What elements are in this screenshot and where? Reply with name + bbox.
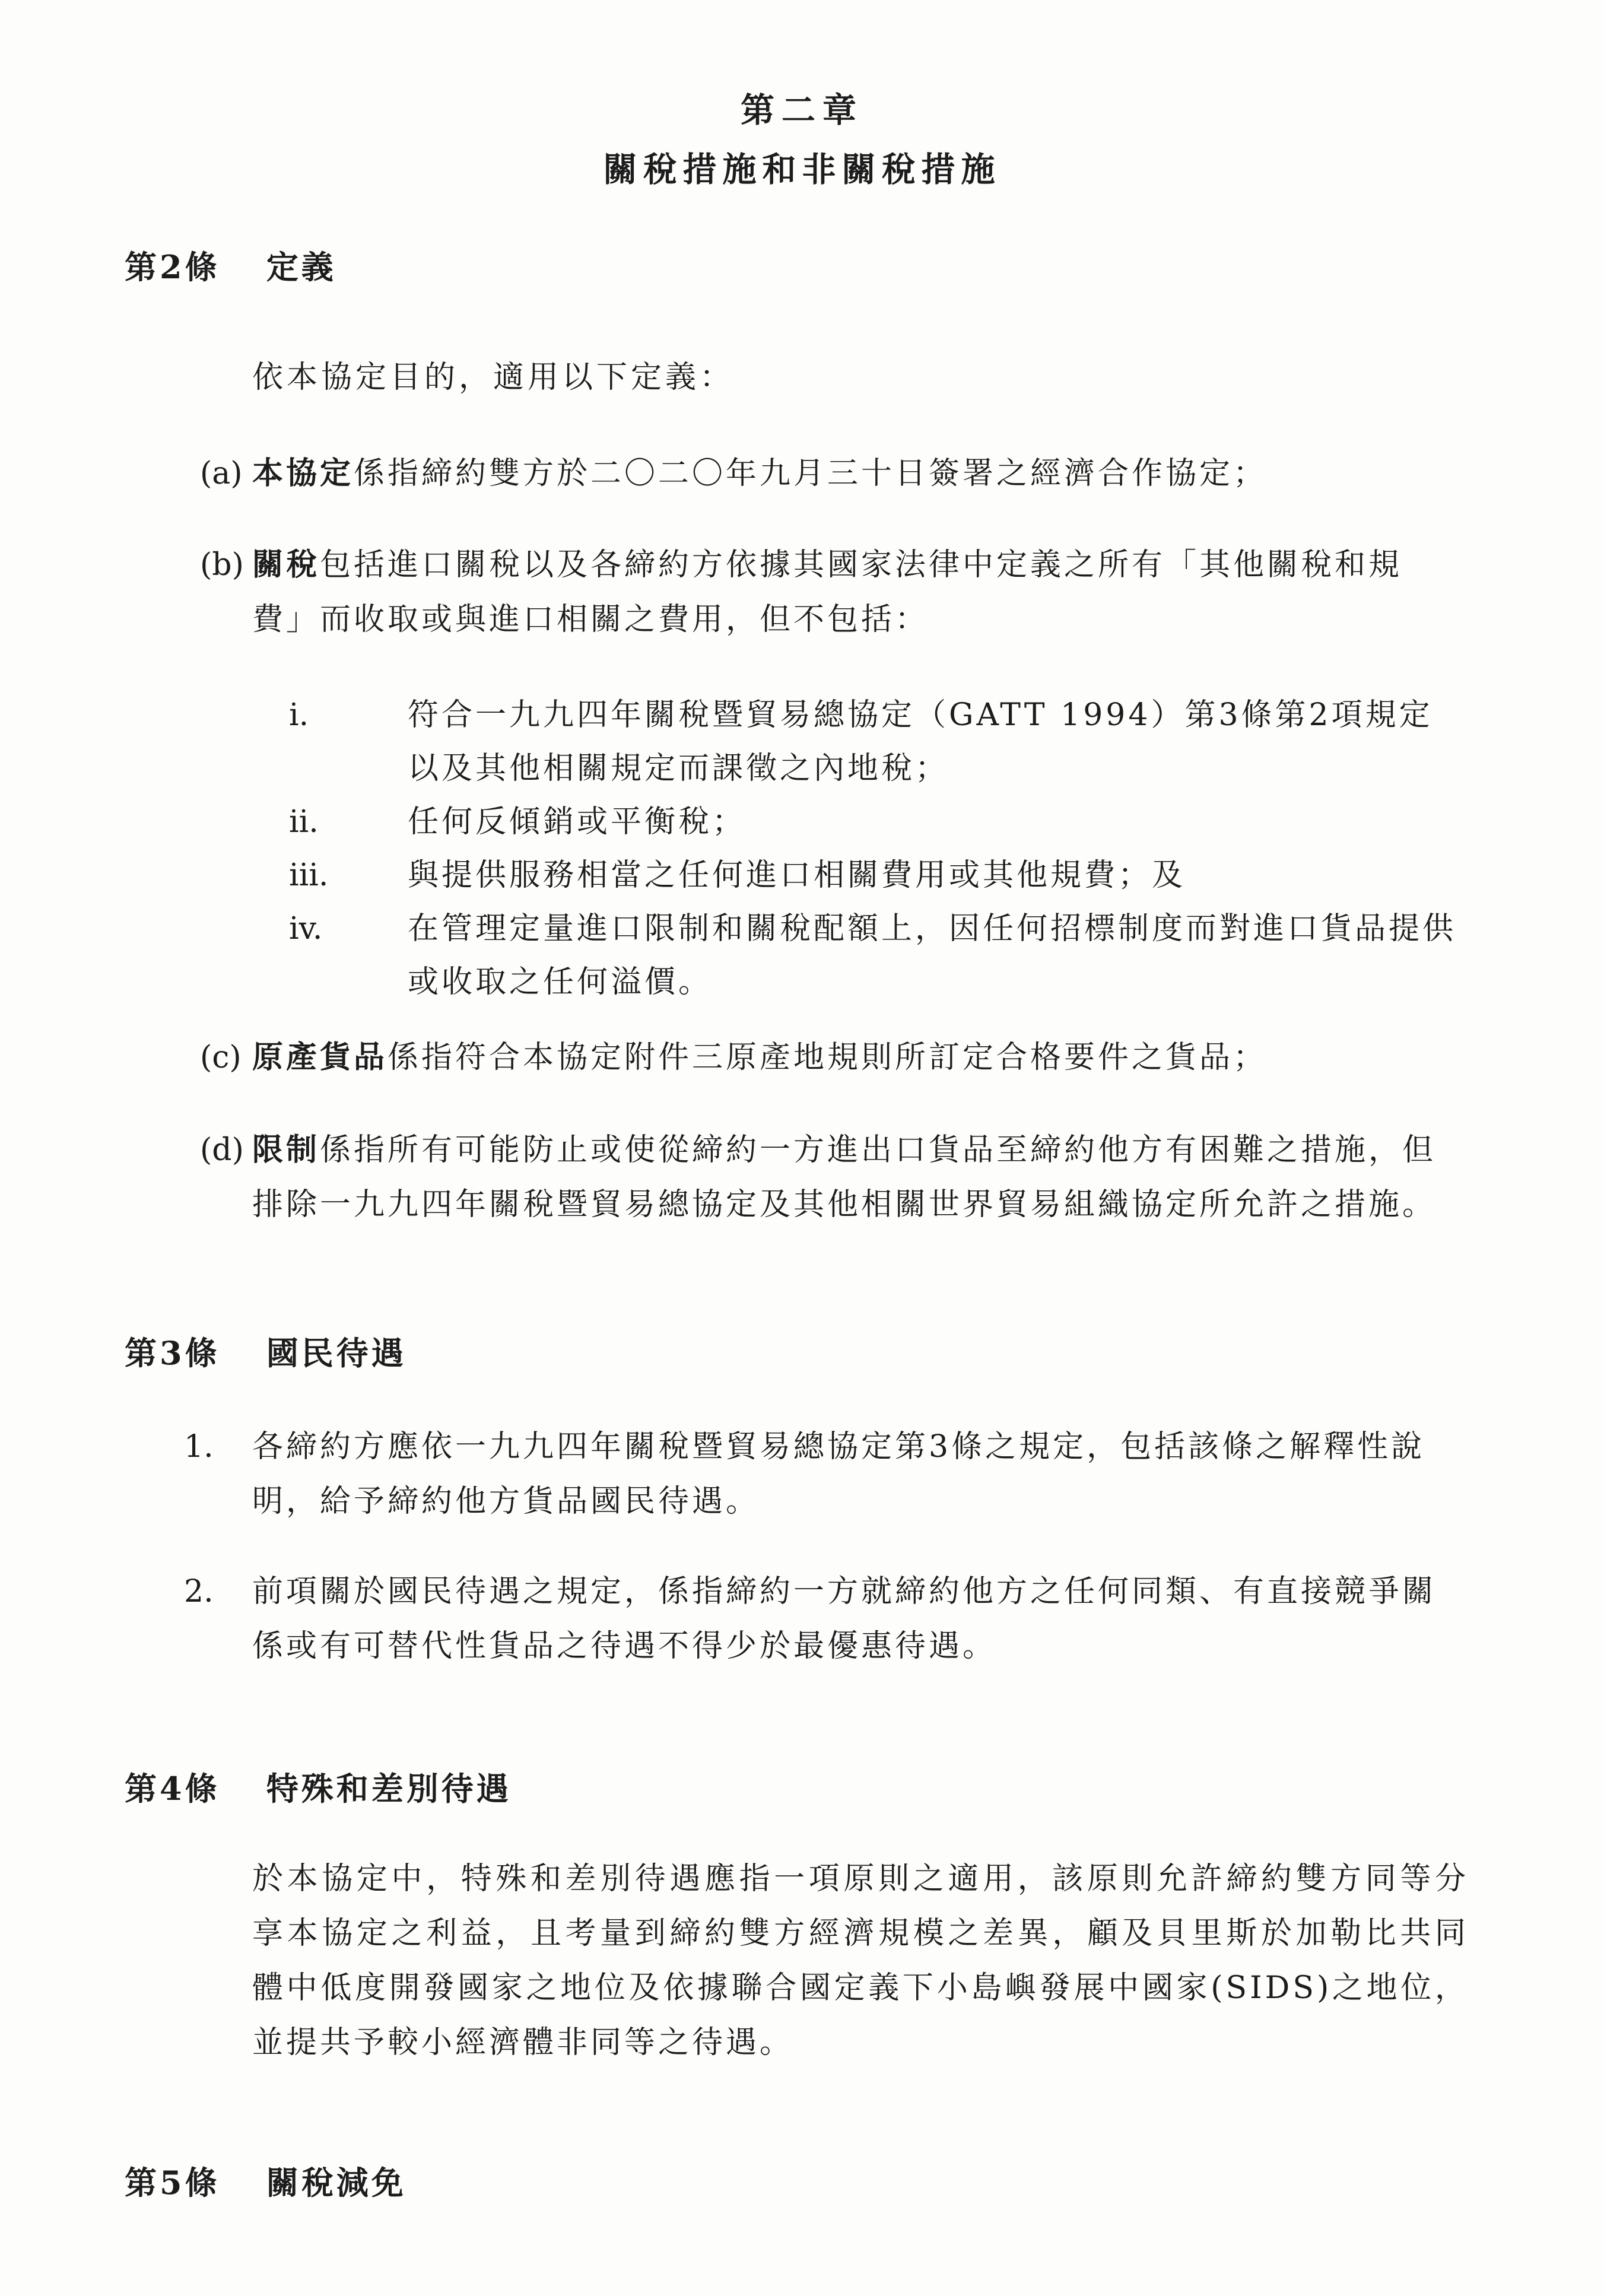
article-5-label: 第5條 xyxy=(125,2164,220,2202)
chapter-title: 關稅措施和非關稅措施 xyxy=(603,150,1001,189)
definition-marker: (d) xyxy=(200,1132,244,1168)
article-2-heading xyxy=(125,242,336,288)
article-2-label: 第2條 xyxy=(125,248,220,286)
definition-term: 關稅 xyxy=(252,547,320,583)
subitem-marker: iv. xyxy=(289,911,323,947)
article-3-title: 國民待遇 xyxy=(266,1334,406,1372)
subitem-iv xyxy=(289,902,1464,1009)
paragraph-text: 各締約方應依一九九四年關稅暨貿易總協定第3條之規定，包括該條之解釋性說明，給予締約他方貨品國民待遇。 xyxy=(252,1429,1425,1519)
article-5-heading xyxy=(125,2158,406,2203)
article-2-intro: 依本協定目的，適用以下定義： xyxy=(252,360,735,395)
chapter-number: 第二章 xyxy=(741,90,863,130)
paragraph-1 xyxy=(184,1419,1466,1529)
article-3-label: 第3條 xyxy=(125,1334,220,1372)
definition-text xyxy=(252,446,1446,501)
subitem-text: 在管理定量進口限制和關稅配額上，因任何招標制度而對進口貨品提供或收取之任何溢價。 xyxy=(408,911,1457,1000)
definition-item-c xyxy=(200,1030,1446,1085)
article-4-heading xyxy=(125,1764,512,1809)
subitem-marker: ii. xyxy=(289,804,319,840)
definition-text xyxy=(252,538,1446,647)
subitem-marker: i. xyxy=(289,697,309,733)
definition-term: 限制 xyxy=(252,1132,320,1168)
article-4-title: 特殊和差別待遇 xyxy=(266,1770,512,1808)
subitem-marker: iii. xyxy=(289,858,329,893)
subitem-text: 任何反傾銷或平衡稅； xyxy=(408,804,747,840)
definition-term: 原產貨品 xyxy=(252,1039,388,1075)
definition-marker: (a) xyxy=(200,456,243,491)
subitem-ii xyxy=(289,795,1464,849)
definition-marker: (b) xyxy=(200,547,244,583)
definition-marker: (c) xyxy=(200,1040,242,1075)
definition-b-subitems xyxy=(289,688,1464,1009)
subitem-text: 符合一九九四年關稅暨貿易總協定（GATT 1994）第3條第2項規定以及其他相關規定而課徵之內地稅； xyxy=(408,697,1433,786)
subitem-iii xyxy=(289,849,1464,902)
paragraph-number: 1. xyxy=(184,1429,214,1465)
definition-item-a xyxy=(200,446,1446,501)
article-4-body: 於本協定中，特殊和差別待遇應指一項原則之適用，該原則允許締約雙方同等分享本協定之利益，且考量到締約雙方經濟規模之差異，顧及貝里斯於加勒比共同體中低度開發國家之地位及依據聯合國定義下小島嶼發展中國家(SIDS)之地位，並提共予較小經濟體非同等之待遇。 xyxy=(252,1861,1469,2060)
definition-body: 係指所有可能防止或使從締約一方進出口貨品至締約他方有困難之措施，但排除一九九四年關稅暨貿易總協定及其他相關世界貿易組織協定所允許之措施。 xyxy=(252,1132,1437,1222)
paragraph-number: 2. xyxy=(184,1574,214,1609)
definition-item-b xyxy=(200,538,1446,647)
article-2-title: 定義 xyxy=(266,248,336,286)
paragraph-2 xyxy=(184,1564,1466,1673)
article-5-title: 關稅減免 xyxy=(266,2164,406,2202)
definition-body: 係指締約雙方於二〇二〇年九月三十日簽署之經濟合作協定； xyxy=(354,456,1268,491)
definition-body: 包括進口關稅以及各締約方依據其國家法律中定義之所有「其他關稅和規費」而收取或與進口相關之費用，但不包括： xyxy=(252,547,1403,637)
paragraph-text: 前項關於國民待遇之規定，係指締約一方就締約他方之任何同類、有直接競爭關係或有可替代性貨品之待遇不得少於最優惠待遇。 xyxy=(252,1574,1437,1664)
subitem-text: 與提供服務相當之任何進口相關費用或其他規費；及 xyxy=(408,858,1186,893)
definition-text xyxy=(252,1123,1446,1232)
article-3-heading xyxy=(125,1328,406,1374)
definition-text xyxy=(252,1030,1446,1085)
definition-term: 本協定 xyxy=(252,455,354,491)
definition-body: 係指符合本協定附件三原產地規則所訂定合格要件之貨品； xyxy=(387,1040,1268,1075)
subitem-i xyxy=(289,688,1464,795)
definition-item-d xyxy=(200,1123,1446,1232)
article-4-label: 第4條 xyxy=(125,1770,220,1808)
